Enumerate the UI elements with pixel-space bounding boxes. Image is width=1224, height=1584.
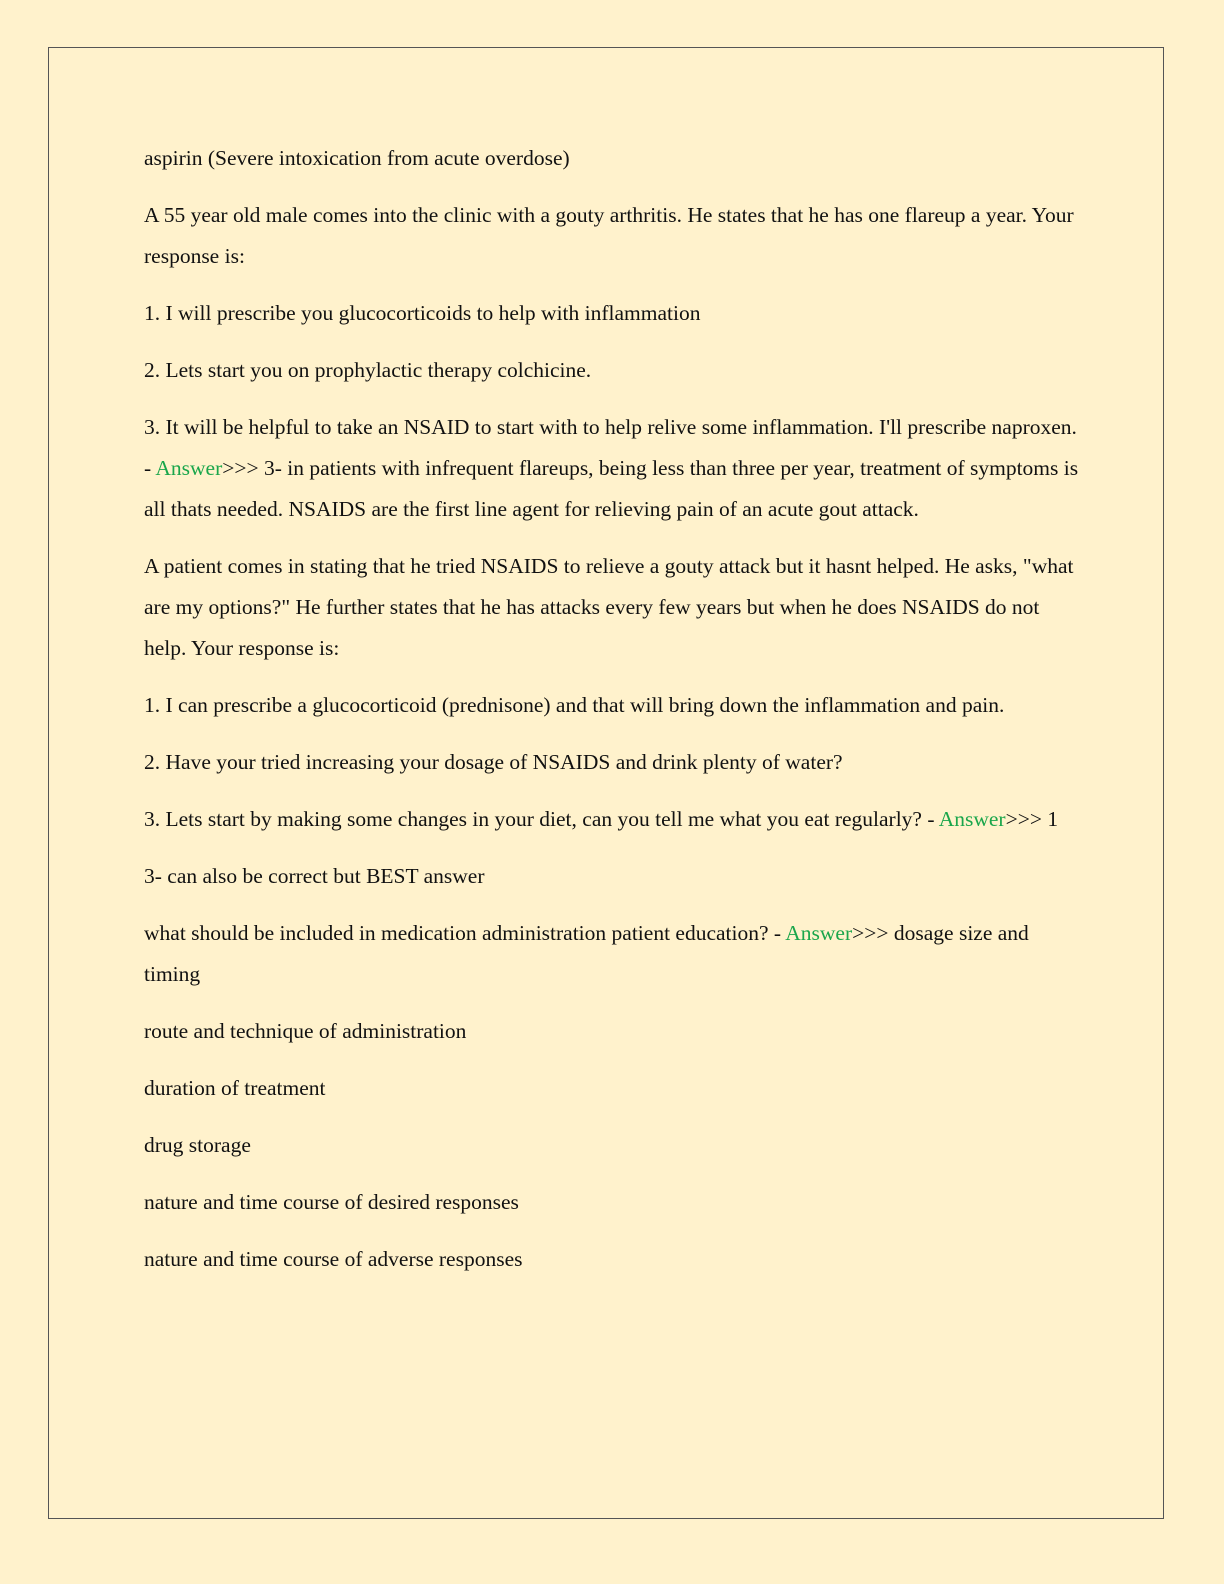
answer-label: Answer bbox=[785, 921, 853, 945]
note-best-answer: 3- can also be correct but BEST answer bbox=[144, 864, 485, 888]
education-item-storage: drug storage bbox=[144, 1133, 251, 1157]
question-text: what should be included in medication administration patient education? - bbox=[144, 921, 786, 945]
answer-explanation: >>> dosage size and timing bbox=[144, 921, 1029, 986]
question-gout-flareup: A 55 year old male comes into the clinic with a gouty arthritis. He states that he has one flareup a year. Your response is: bbox=[144, 203, 1074, 268]
answer-explanation: >>> 1 bbox=[1005, 807, 1059, 831]
education-item-adverse-responses: nature and time course of adverse responses bbox=[144, 1247, 523, 1271]
document-body bbox=[144, 138, 1084, 1296]
option-2-colchicine: 2. Lets start you on prophylactic therapy colchicine. bbox=[144, 358, 592, 382]
question-patient-education-with-answer bbox=[144, 913, 1084, 995]
question-nsaids-failed: A patient comes in stating that he tried NSAIDS to relieve a gouty attack but it hasnt helped. He asks, "what are my options?" He further states that he has attacks every few years but when he does NSAIDS do not help. Your response is: bbox=[144, 554, 1074, 660]
option-3-text: 3. It will be helpful to take an NSAID to start with to help relive some inflammation. I'll prescribe naproxen. - bbox=[144, 415, 1077, 480]
option-3-diet-with-answer bbox=[144, 799, 1084, 840]
paragraph-aspirin: aspirin (Severe intoxication from acute overdose) bbox=[144, 146, 570, 170]
option-2-increase-dosage: 2. Have your tried increasing your dosage of NSAIDS and drink plenty of water? bbox=[144, 750, 843, 774]
education-item-duration: duration of treatment bbox=[144, 1076, 326, 1100]
option-3-text: 3. Lets start by making some changes in your diet, can you tell me what you eat regularly? - bbox=[144, 807, 939, 831]
option-3-nsaid-with-answer bbox=[144, 407, 1084, 530]
option-1-glucocorticoids: 1. I will prescribe you glucocorticoids to help with inflammation bbox=[144, 301, 701, 325]
answer-explanation: >>> 3- in patients with infrequent flareups, being less than three per year, treatment of symptoms is all thats needed. NSAIDS are the first line agent for relieving pain of an acute gout attack. bbox=[144, 456, 1079, 521]
answer-label: Answer bbox=[938, 807, 1006, 831]
education-item-route: route and technique of administration bbox=[144, 1019, 467, 1043]
answer-label: Answer bbox=[155, 456, 223, 480]
education-item-desired-responses: nature and time course of desired responses bbox=[144, 1190, 519, 1214]
option-1-prednisone: 1. I can prescribe a glucocorticoid (prednisone) and that will bring down the inflammation and pain. bbox=[144, 693, 1005, 717]
